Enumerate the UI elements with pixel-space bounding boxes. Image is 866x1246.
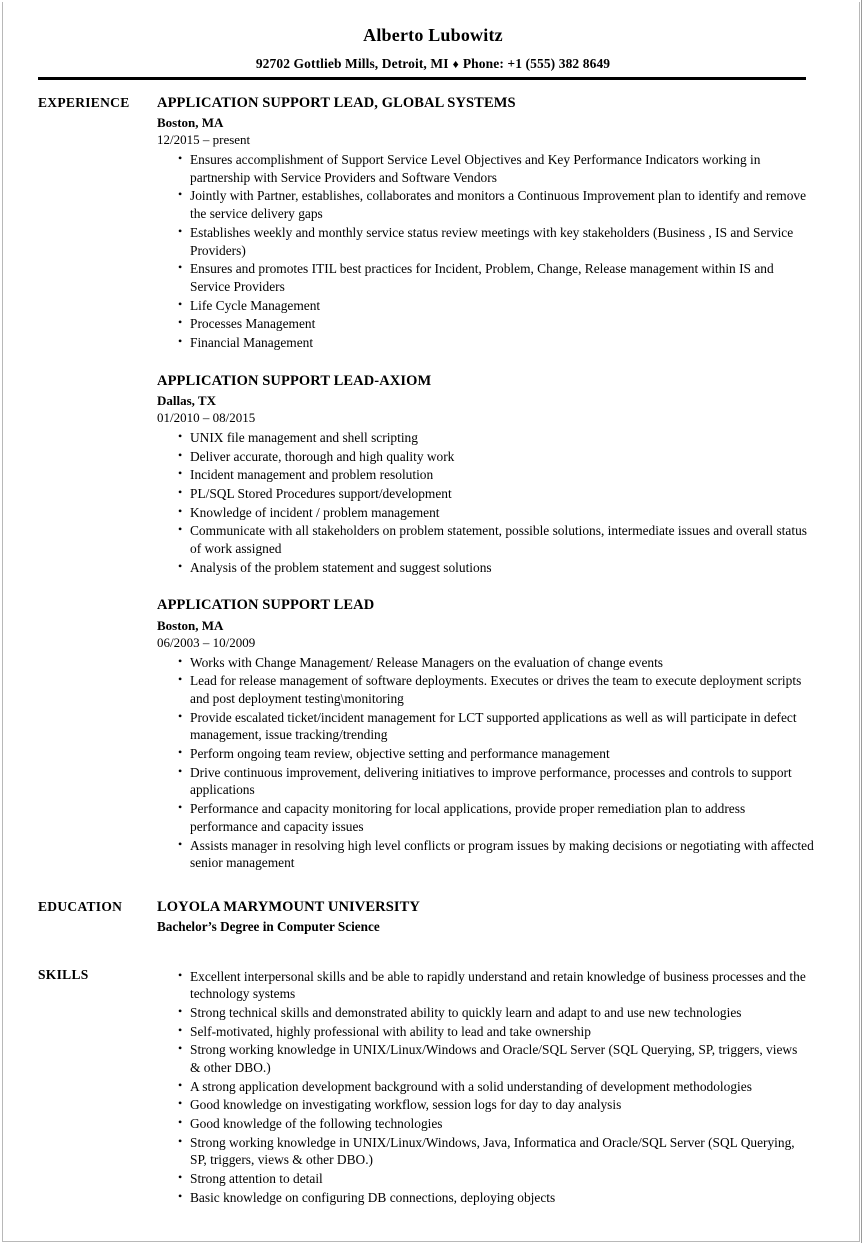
diamond-separator-icon: ♦ <box>452 56 459 71</box>
list-item: • Ensures and promotes ITIL best practices for Incident, Problem, Change, Release management within IS and Service Providers <box>157 260 814 295</box>
list-item: • Life Cycle Management <box>157 297 814 315</box>
list-item: • Analysis of the problem statement and suggest solutions <box>157 559 814 577</box>
list-item: • Communicate with all stakeholders on problem statement, possible solutions, intermediate issues and overall status of work assigned <box>157 522 814 557</box>
list-item: • Incident management and problem resolution <box>157 466 814 484</box>
job-dates: 06/2003 – 10/2009 <box>157 634 256 650</box>
section-label-skills: SKILLS <box>38 966 89 982</box>
list-item: • Assists manager in resolving high level conflicts or program issues by making decisions or negotiating with affected senior management <box>157 837 814 872</box>
section-label-education: EDUCATION <box>38 898 123 914</box>
education-school: LOYOLA MARYMOUNT UNIVERSITY <box>157 898 420 915</box>
list-item: • Perform ongoing team review, objective setting and performance management <box>157 745 814 763</box>
list-item: • Drive continuous improvement, delivering initiatives to improve performance, processes and controls to support applications <box>157 764 814 799</box>
list-item: • Ensures accomplishment of Support Service Level Objectives and Key Performance Indicators working in partnership with Service Providers and Software Vendors <box>157 151 814 186</box>
list-item: • Lead for release management of software deployments. Executes or drives the team to execute deployment scripts and post deployment testing\monitoring <box>157 672 814 707</box>
list-item: • Provide escalated ticket/incident management for LCT supported applications as well as will participate in defect management, issue tracking/trending <box>157 709 814 744</box>
list-item: • A strong application development background with a solid understanding of development methodologies <box>157 1078 806 1096</box>
list-item: • Strong working knowledge in UNIX/Linux/Windows and Oracle/SQL Server (SQL Querying, SP, triggers, views & other DBO.) <box>157 1041 806 1076</box>
list-item: • Financial Management <box>157 334 814 352</box>
job-dates: 12/2015 – present <box>157 132 251 148</box>
skills-entries <box>157 966 866 1207</box>
contact-address: 92702 Gottlieb Mills, Detroit, MI <box>255 55 449 71</box>
list-item: • Deliver accurate, thorough and high quality work <box>157 448 814 466</box>
list-item: • Strong attention to detail <box>157 1170 806 1188</box>
job-dates: 01/2010 – 08/2015 <box>157 410 256 425</box>
list-item: • PL/SQL Stored Procedures support/development <box>157 485 814 503</box>
skills-bullet-list <box>157 968 806 1207</box>
job-location: Dallas, TX <box>157 392 216 408</box>
list-item: • Knowledge of incident / problem management <box>157 504 814 522</box>
section-experience <box>38 94 866 872</box>
list-item: • Good knowledge on investigating workflow, session logs for day to day analysis <box>157 1096 806 1114</box>
section-skills <box>38 966 866 1207</box>
list-item: • Processes Management <box>157 315 814 333</box>
section-label-experience: EXPERIENCE <box>38 94 130 110</box>
job-title: APPLICATION SUPPORT LEAD, GLOBAL SYSTEMS <box>157 94 516 111</box>
list-item: • Strong technical skills and demonstrated ability to quickly learn and adapt to and use new technologies <box>157 1004 806 1022</box>
list-item: • Basic knowledge on configuring DB connections, deploying objects <box>157 1189 806 1207</box>
candidate-name: Alberto Lubowitz <box>363 25 503 45</box>
list-item: • Good knowledge of the following technologies <box>157 1115 806 1133</box>
contact-phone: Phone: +1 (555) 382 8649 <box>462 55 611 71</box>
list-item: • Self-motivated, highly professional with ability to lead and take ownership <box>157 1023 806 1041</box>
list-item: • Excellent interpersonal skills and be able to rapidly understand and retain knowledge of business processes and the technology systems <box>157 968 806 1003</box>
education-degree: Bachelor’s Degree in Computer Science <box>157 919 380 935</box>
list-item: • Performance and capacity monitoring for local applications, provide proper remediation plan to address performance and capacity issues <box>157 800 814 835</box>
job-bullet-list <box>157 151 814 352</box>
experience-entries <box>157 94 866 872</box>
job-title: APPLICATION SUPPORT LEAD-AXIOM <box>157 372 432 389</box>
job-location: Boston, MA <box>157 114 224 130</box>
list-item: • Strong working knowledge in UNIX/Linux/Windows, Java, Informatica and Oracle/SQL Server (SQL Querying, SP, triggers, views & other DBO.) <box>157 1134 806 1169</box>
list-item: • Establishes weekly and monthly service status review meetings with key stakeholders (Business , IS and Service Providers) <box>157 224 814 259</box>
job-title: APPLICATION SUPPORT LEAD <box>157 597 375 614</box>
list-item: • Jointly with Partner, establishes, collaborates and monitors a Continuous Improvement plan to identify and remove the service delivery gaps <box>157 187 814 222</box>
job-location: Boston, MA <box>157 617 224 633</box>
list-item: • Works with Change Management/ Release Managers on the evaluation of change events <box>157 654 814 672</box>
list-item: • UNIX file management and shell scripting <box>157 429 814 447</box>
